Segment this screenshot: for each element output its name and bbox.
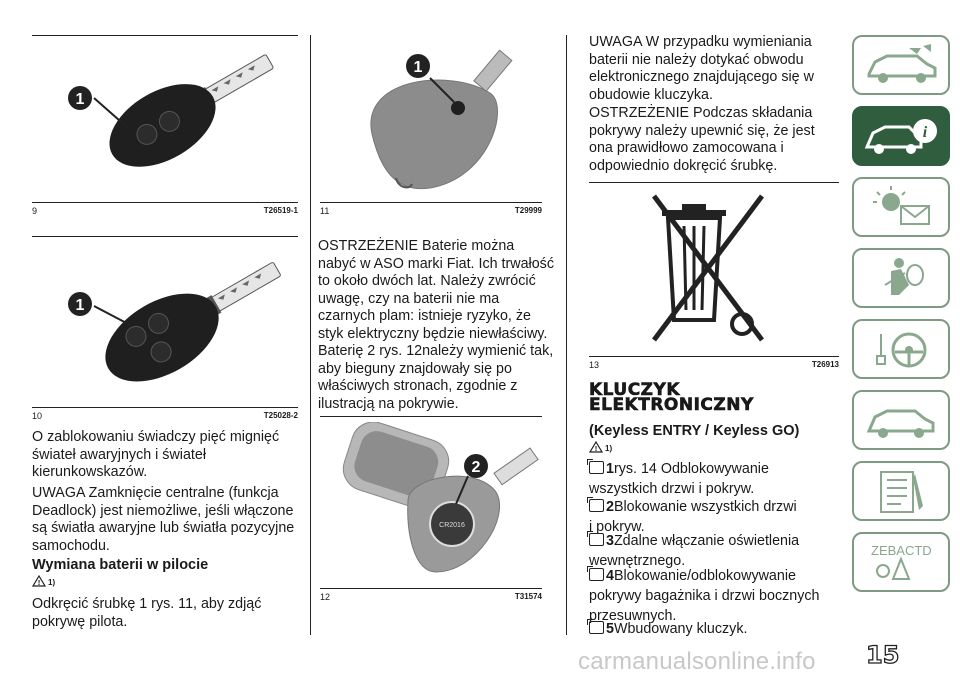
item-text: rys. 14 Odblokowywanie (613, 461, 769, 477)
callout-number: 1 (413, 59, 423, 76)
info-letter: i (922, 124, 928, 141)
reference-box-icon (589, 621, 604, 634)
checklist-icon (861, 468, 941, 514)
figure-code: T26913 (811, 360, 839, 369)
sidebar-tab-maintenance[interactable] (852, 461, 950, 521)
light-message-icon (861, 184, 941, 230)
figure-10-caption (32, 411, 298, 421)
top-rule (589, 182, 839, 183)
sidebar-tab-safety[interactable] (852, 248, 950, 308)
warning-reference (32, 575, 55, 587)
alphabet-index-icon (861, 539, 941, 585)
figure-number: 12 (320, 592, 331, 602)
sidebar-tab-emergency[interactable] (852, 390, 950, 450)
list-item (589, 531, 839, 571)
paragraph-circuit-note: UWAGA W przypadku wymieniania baterii nie należy dotykać obwodu elektronicznego znajdującego się w obudowie kluczyka. (589, 34, 814, 103)
item-text: Wbudowany kluczyk. (613, 621, 748, 637)
reference-box-icon (589, 533, 604, 546)
callout-number: 2 (471, 459, 481, 476)
item-number: 2 (606, 499, 614, 515)
reference-box-icon (589, 461, 604, 474)
paragraph-deadlock-note: UWAGA Zamknięcie centralne (funkcja Deadlock) jest niemożliwe, jeśli włączone są światła awaryjne lub światła pozycyjne samochodu. (32, 485, 295, 554)
figure-11-caption (320, 206, 542, 216)
paragraph-battery-polarity: Baterię 2 rys. 12należy wymienić tak, aby bieguny znajdowały się po właściwych stronach, zgodnie z ilustracją na pokrywie. (318, 343, 554, 412)
svg-text:!: ! (37, 580, 41, 587)
figure-code: T31574 (514, 592, 542, 601)
warning-ref-number: 1) (605, 444, 613, 453)
figure-code: T29999 (514, 206, 542, 215)
figure-number: 11 (320, 206, 330, 216)
callout-number: 1 (75, 91, 85, 108)
steering-wheel-icon (861, 326, 941, 372)
svg-text:!: ! (594, 446, 598, 453)
figure-10-key-image (60, 246, 290, 396)
reference-box-icon (589, 499, 604, 512)
figure-12-battery-image (336, 422, 546, 584)
item-text: Blokowanie/odblokowywanie (613, 568, 796, 584)
index-letters: ZEBACTD (871, 543, 932, 558)
battery-label: CR2016 (439, 522, 465, 529)
section-title-line-1: KLUCZYK (589, 380, 680, 400)
sidebar-tab-index[interactable] (852, 532, 950, 592)
figure-9-key-image (60, 38, 280, 188)
figure-number: 9 (32, 206, 38, 216)
sidebar-tab-car-overview[interactable] (852, 35, 950, 95)
car-icon (861, 42, 941, 88)
paragraph-battery-warning: OSTRZEŻENIE Baterie można nabyć w ASO marki Fiat. Ich trwałość to około dwóch lat. Należy zwrócić uwagę, czy na baterii nie ma czarnych plam: istnieje ryzyko, że styk elektryczny będzie niewłaściwy. (318, 238, 554, 342)
figure-12-caption (320, 592, 542, 602)
item-text: Zdalne włączanie oświetlenia (613, 533, 800, 549)
section-title-line-2: ELEKTRONICZNY (589, 395, 754, 415)
figure-13-caption (589, 360, 839, 370)
item-text: Blokowanie wszystkich drzwi (613, 499, 797, 515)
sidebar-tab-starting-driving[interactable] (852, 319, 950, 379)
caption-rule (320, 202, 542, 203)
section-subtitle: (Keyless ENTRY / Keyless GO) (589, 423, 800, 439)
sidebar-tab-warning-lights[interactable] (852, 177, 950, 237)
page-number: 15 (866, 641, 900, 669)
callout-number: 1 (75, 297, 85, 314)
column-divider (310, 35, 311, 635)
item-number: 4 (606, 568, 614, 584)
car-emergency-icon (861, 397, 941, 443)
item-text-continued: pokrywy bagażnika i drzwi bocznych przesuwnych. (589, 588, 820, 624)
top-rule (32, 236, 298, 237)
paragraph-lock-info: O zablokowaniu świadczy pięć mignięć świateł awaryjnych i świateł kierunkowskazów. (32, 429, 280, 480)
watermark-text: carmanualsonline.info (578, 648, 816, 675)
figure-9-caption (32, 206, 298, 216)
figure-code: T25028-2 (263, 411, 298, 420)
crossed-bin-icon (650, 190, 780, 350)
warning-triangle-icon (589, 441, 603, 453)
list-item (589, 619, 839, 639)
list-item (589, 459, 839, 499)
figure-number: 10 (32, 411, 43, 421)
section-heading-battery: Wymiana baterii w pilocie (32, 557, 209, 573)
sidebar-tab-car-info[interactable] (852, 106, 950, 166)
item-number: 3 (606, 533, 614, 549)
airbag-person-icon (861, 255, 941, 301)
list-item (589, 566, 839, 626)
top-rule (320, 416, 542, 417)
section-title (589, 380, 754, 415)
warning-triangle-icon (32, 575, 46, 587)
item-number: 1 (606, 461, 614, 477)
figure-number: 13 (589, 360, 600, 370)
column-divider (566, 35, 567, 635)
caption-rule (320, 588, 542, 589)
car-info-icon (861, 113, 941, 159)
item-text-continued: i pokryw. (589, 519, 645, 535)
figure-11-key-image (340, 38, 560, 198)
item-text-continued: wewnętrznego. (589, 553, 686, 569)
paragraph-unscrew: Odkręcić śrubkę 1 rys. 11, aby zdjąć pokrywę pilota. (32, 596, 262, 630)
caption-rule (32, 202, 298, 203)
caption-rule (589, 356, 839, 357)
top-rule (32, 35, 298, 36)
figure-code: T26519-1 (263, 206, 298, 215)
warning-reference (589, 441, 612, 453)
caption-rule (32, 407, 298, 408)
reference-box-icon (589, 568, 604, 581)
warning-ref-number: 1) (48, 578, 56, 587)
item-text-continued: wszystkich drzwi i pokryw. (589, 481, 755, 497)
paragraph-cover-warning: OSTRZEŻENIE Podczas składania pokrywy należy upewnić się, że jest ona prawidłowo zamocowana i odpowiednio dokręcić śrubkę. (589, 105, 815, 174)
item-number: 5 (606, 621, 614, 637)
